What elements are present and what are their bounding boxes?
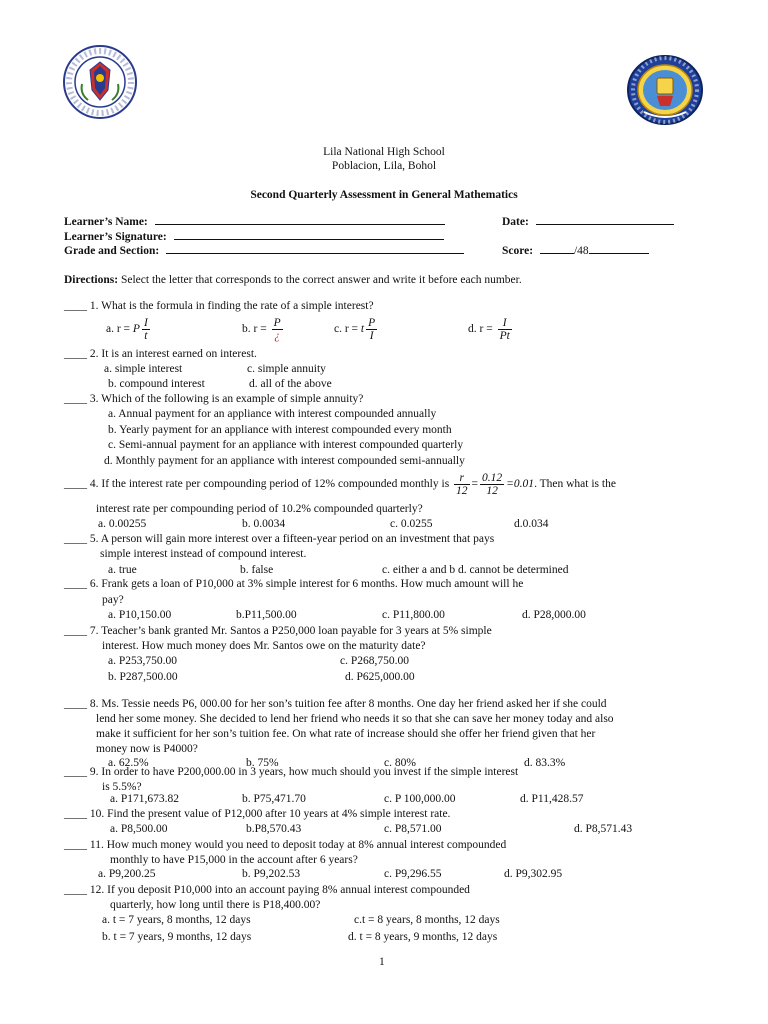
q2-choice-a: a. simple interest — [104, 363, 183, 375]
q1-b-fraction: $\frac{P}{¿}$ — [273, 317, 281, 343]
question-4-stem: ____ 4. If the interest rate per compounding period of 12% compounded monthly is $\frac{r}{12}$ = $\frac{0.12}{12}$ =0.01. Then what is the — [64, 472, 616, 498]
answer-blank[interactable]: ____ — [64, 348, 87, 360]
question-text: 12. If you deposit P10,000 into an account paying 8% annual interest compounded — [89, 884, 470, 896]
page-number: 1 — [379, 956, 385, 968]
q9-choice-d: d. P11,428.57 — [520, 793, 584, 805]
q5-choice-b: b. false — [240, 564, 274, 576]
q12-choice-b: b. t = 7 years, 9 months, 12 days — [102, 931, 252, 943]
question-6-stem — [64, 578, 523, 590]
q11-choice-d: d. P9,302.95 — [504, 868, 563, 880]
question-text: 10. Find the present value of P12,000 after 10 years at 4% simple interest rate. — [89, 808, 451, 820]
school-address: Poblacion, Lila, Bohol — [331, 160, 437, 172]
q8-choice-a: a. 62.5% — [108, 757, 149, 769]
q6-choice-b: b.P11,500.00 — [236, 609, 297, 621]
q5-choice-c: c. either a and b d. cannot be determined — [382, 564, 569, 576]
score-field[interactable] — [540, 253, 574, 254]
q8-line-3: make it sufficient for her son’s tuition fee. On what rate of increase should she offer her friend given that her — [96, 728, 596, 740]
question-text: 3. Which of the following is an example of simple annuity? — [89, 393, 364, 405]
exam-title: Second Quarterly Assessment in General Mathematics — [250, 189, 518, 201]
date-label: Date: — [502, 216, 529, 228]
q7-choice-a: a. P253,750.00 — [108, 655, 177, 667]
question-text: 11. How much money would you need to deposit today at 8% annual interest compounded — [89, 839, 507, 851]
deped-seal-logo — [62, 44, 138, 120]
q3-choice-b: b. Yearly payment for an appliance with interest compounded every month — [108, 424, 452, 436]
question-3-stem — [64, 393, 363, 405]
q6-choice-c: c. P11,800.00 — [382, 609, 445, 621]
answer-blank[interactable]: ____ — [64, 300, 87, 312]
question-text: 9. In order to have P200,000.00 in 3 years, how much should you invest if the simple interest — [89, 766, 519, 778]
answer-blank[interactable]: ____ — [64, 578, 87, 590]
q10-choice-b: b.P8,570.43 — [246, 823, 302, 835]
q7-choice-c: c. P268,750.00 — [340, 655, 409, 667]
q6-choice-d: d. P28,000.00 — [522, 609, 586, 621]
question-text: 1. What is the formula in finding the rate of a simple interest? — [89, 300, 374, 312]
q3-choice-a: a. Annual payment for an appliance with interest compounded annually — [108, 408, 437, 420]
school-name: Lila National High School — [323, 146, 445, 158]
q12-choice-a: a. t = 7 years, 8 months, 12 days — [102, 914, 251, 926]
answer-blank[interactable]: ____ — [64, 533, 87, 545]
q11-line-2: monthly to have P15,000 in the account after 6 years? — [110, 854, 358, 866]
q3-choice-c: c. Semi-annual payment for an appliance with interest compounded quarterly — [108, 439, 464, 451]
q12-line-2: quarterly, how long until there is P18,400.00? — [110, 899, 321, 911]
directions — [64, 274, 522, 286]
q9-choice-a: a. P171,673.82 — [110, 793, 179, 805]
score-underline — [589, 253, 649, 254]
q12-choice-c: c.t = 8 years, 8 months, 12 days — [354, 914, 500, 926]
learner-name-label: Learner’s Name: — [64, 216, 148, 228]
score-label: Score: — [502, 245, 534, 257]
q6-line-2: pay? — [102, 594, 124, 606]
q1-c-fraction: $\frac{P}{I}$ — [368, 317, 376, 343]
grade-section-field[interactable] — [166, 253, 464, 254]
question-5-stem — [64, 533, 494, 545]
q10-choice-a: a. P8,500.00 — [110, 823, 168, 835]
date-field[interactable] — [536, 224, 674, 225]
q8-line-2: lend her some money. She decided to lend her friend who needs it so that she can save her money today and also — [96, 713, 614, 725]
q6-choice-a: a. P10,150.00 — [108, 609, 172, 621]
q7-choice-b: b. P287,500.00 — [108, 671, 178, 683]
q4-line-2: interest rate per compounding period of 10.2% compounded quarterly? — [96, 503, 423, 515]
q1-choice-c: c. r = t $\frac{P}{I}$ — [334, 317, 376, 343]
learner-signature-row — [64, 231, 444, 243]
q2-choice-d: d. all of the above — [249, 378, 332, 390]
answer-blank[interactable]: ____ — [64, 766, 87, 778]
question-8-stem — [64, 698, 607, 710]
q4-choice-c: c. 0.0255 — [390, 518, 433, 530]
question-1-stem — [64, 300, 374, 312]
directions-label: Directions: — [64, 274, 119, 286]
question-12-stem — [64, 884, 470, 896]
learner-name-field[interactable] — [155, 224, 445, 225]
q1-a-fraction: $\frac{I}{t}$ — [143, 317, 148, 343]
q4-choice-b: b. 0.0034 — [242, 518, 286, 530]
question-10-stem — [64, 808, 450, 820]
question-7-stem — [64, 625, 492, 637]
question-text: 6. Frank gets a loan of P10,000 at 3% simple interest for 6 months. How much amount will he — [89, 578, 524, 590]
q8-choice-b: b. 75% — [246, 757, 279, 769]
q8-choice-c: c. 80% — [384, 757, 416, 769]
learner-signature-label: Learner’s Signature: — [64, 231, 167, 243]
q11-choice-c: c. P9,296.55 — [384, 868, 442, 880]
grade-section-row — [64, 245, 464, 257]
question-11-stem — [64, 839, 506, 851]
learner-signature-field[interactable] — [174, 239, 444, 240]
question-9-stem — [64, 766, 518, 778]
q10-choice-c: c. P8,571.00 — [384, 823, 442, 835]
question-text: 4. If the interest rate per compounding period of 12% compounded monthly is — [89, 478, 453, 491]
answer-blank[interactable]: ____ — [64, 625, 87, 637]
q9-choice-b: b. P75,471.70 — [242, 793, 306, 805]
grade-section-label: Grade and Section: — [64, 245, 160, 257]
question-2-stem — [64, 348, 257, 360]
answer-blank[interactable]: ____ — [64, 884, 87, 896]
answer-blank[interactable]: ____ — [64, 808, 87, 820]
q4-fraction-2: $\frac{0.12}{12}$ — [482, 472, 503, 498]
score-total: /48 — [573, 245, 589, 257]
score-row — [502, 245, 649, 257]
answer-blank[interactable]: ____ — [64, 478, 87, 491]
answer-blank[interactable]: ____ — [64, 698, 87, 710]
q7-choice-d: d. P625,000.00 — [345, 671, 415, 683]
q9-choice-c: c. P 100,000.00 — [384, 793, 456, 805]
q10-choice-d: d. P8,571.43 — [574, 823, 633, 835]
answer-blank[interactable]: ____ — [64, 839, 87, 851]
directions-text: Select the letter that corresponds to the correct answer and write it before each number. — [118, 274, 522, 286]
q8-line-4: money now is P4000? — [96, 743, 198, 755]
q11-choice-a: a. P9,200.25 — [98, 868, 156, 880]
q1-choice-a: a. r = P $\frac{I}{t}$ — [106, 317, 148, 343]
q4-fraction-1: $\frac{r}{12}$ — [456, 472, 468, 498]
q12-choice-d: d. t = 8 years, 9 months, 12 days — [348, 931, 498, 943]
date-row — [502, 216, 674, 228]
q8-choice-d: d. 83.3% — [524, 757, 566, 769]
question-text: 8. Ms. Tessie needs P6, 000.00 for her son’s tuition fee after 8 months. One day her friend asked her if she could — [89, 698, 607, 710]
school-seal-logo — [626, 54, 704, 126]
q5-line-2: simple interest instead of compound interest. — [100, 548, 307, 560]
q5-choice-a: a. true — [108, 564, 137, 576]
answer-blank[interactable]: ____ — [64, 393, 87, 405]
question-text: 5. A person will gain more interest over a fifteen-year period on an investment that pays — [89, 533, 495, 545]
q9-line-2: is 5.5%? — [102, 781, 142, 793]
q11-choice-b: b. P9,202.53 — [242, 868, 301, 880]
q4-choice-a: a. 0.00255 — [98, 518, 147, 530]
question-text: 7. Teacher’s bank granted Mr. Santos a P250,000 loan payable for 3 years at 5% simple — [89, 625, 492, 637]
q3-choice-d: d. Monthly payment for an appliance with interest compounded semi-annually — [104, 455, 465, 467]
q4-choice-d: d.0.034 — [514, 518, 549, 530]
q2-choice-b: b. compound interest — [108, 378, 205, 390]
learner-name-row — [64, 216, 445, 228]
q1-d-fraction: $\frac{I}{Pt}$ — [499, 317, 510, 343]
q1-choice-d: d. r = $\frac{I}{Pt}$ — [468, 317, 510, 343]
question-text: 2. It is an interest earned on interest. — [89, 348, 257, 360]
q7-line-2: interest. How much money does Mr. Santos owe on the maturity date? — [102, 640, 426, 652]
q1-choice-b: b. r = $\frac{P}{¿}$ — [242, 317, 281, 343]
q2-choice-c: c. simple annuity — [247, 363, 326, 375]
